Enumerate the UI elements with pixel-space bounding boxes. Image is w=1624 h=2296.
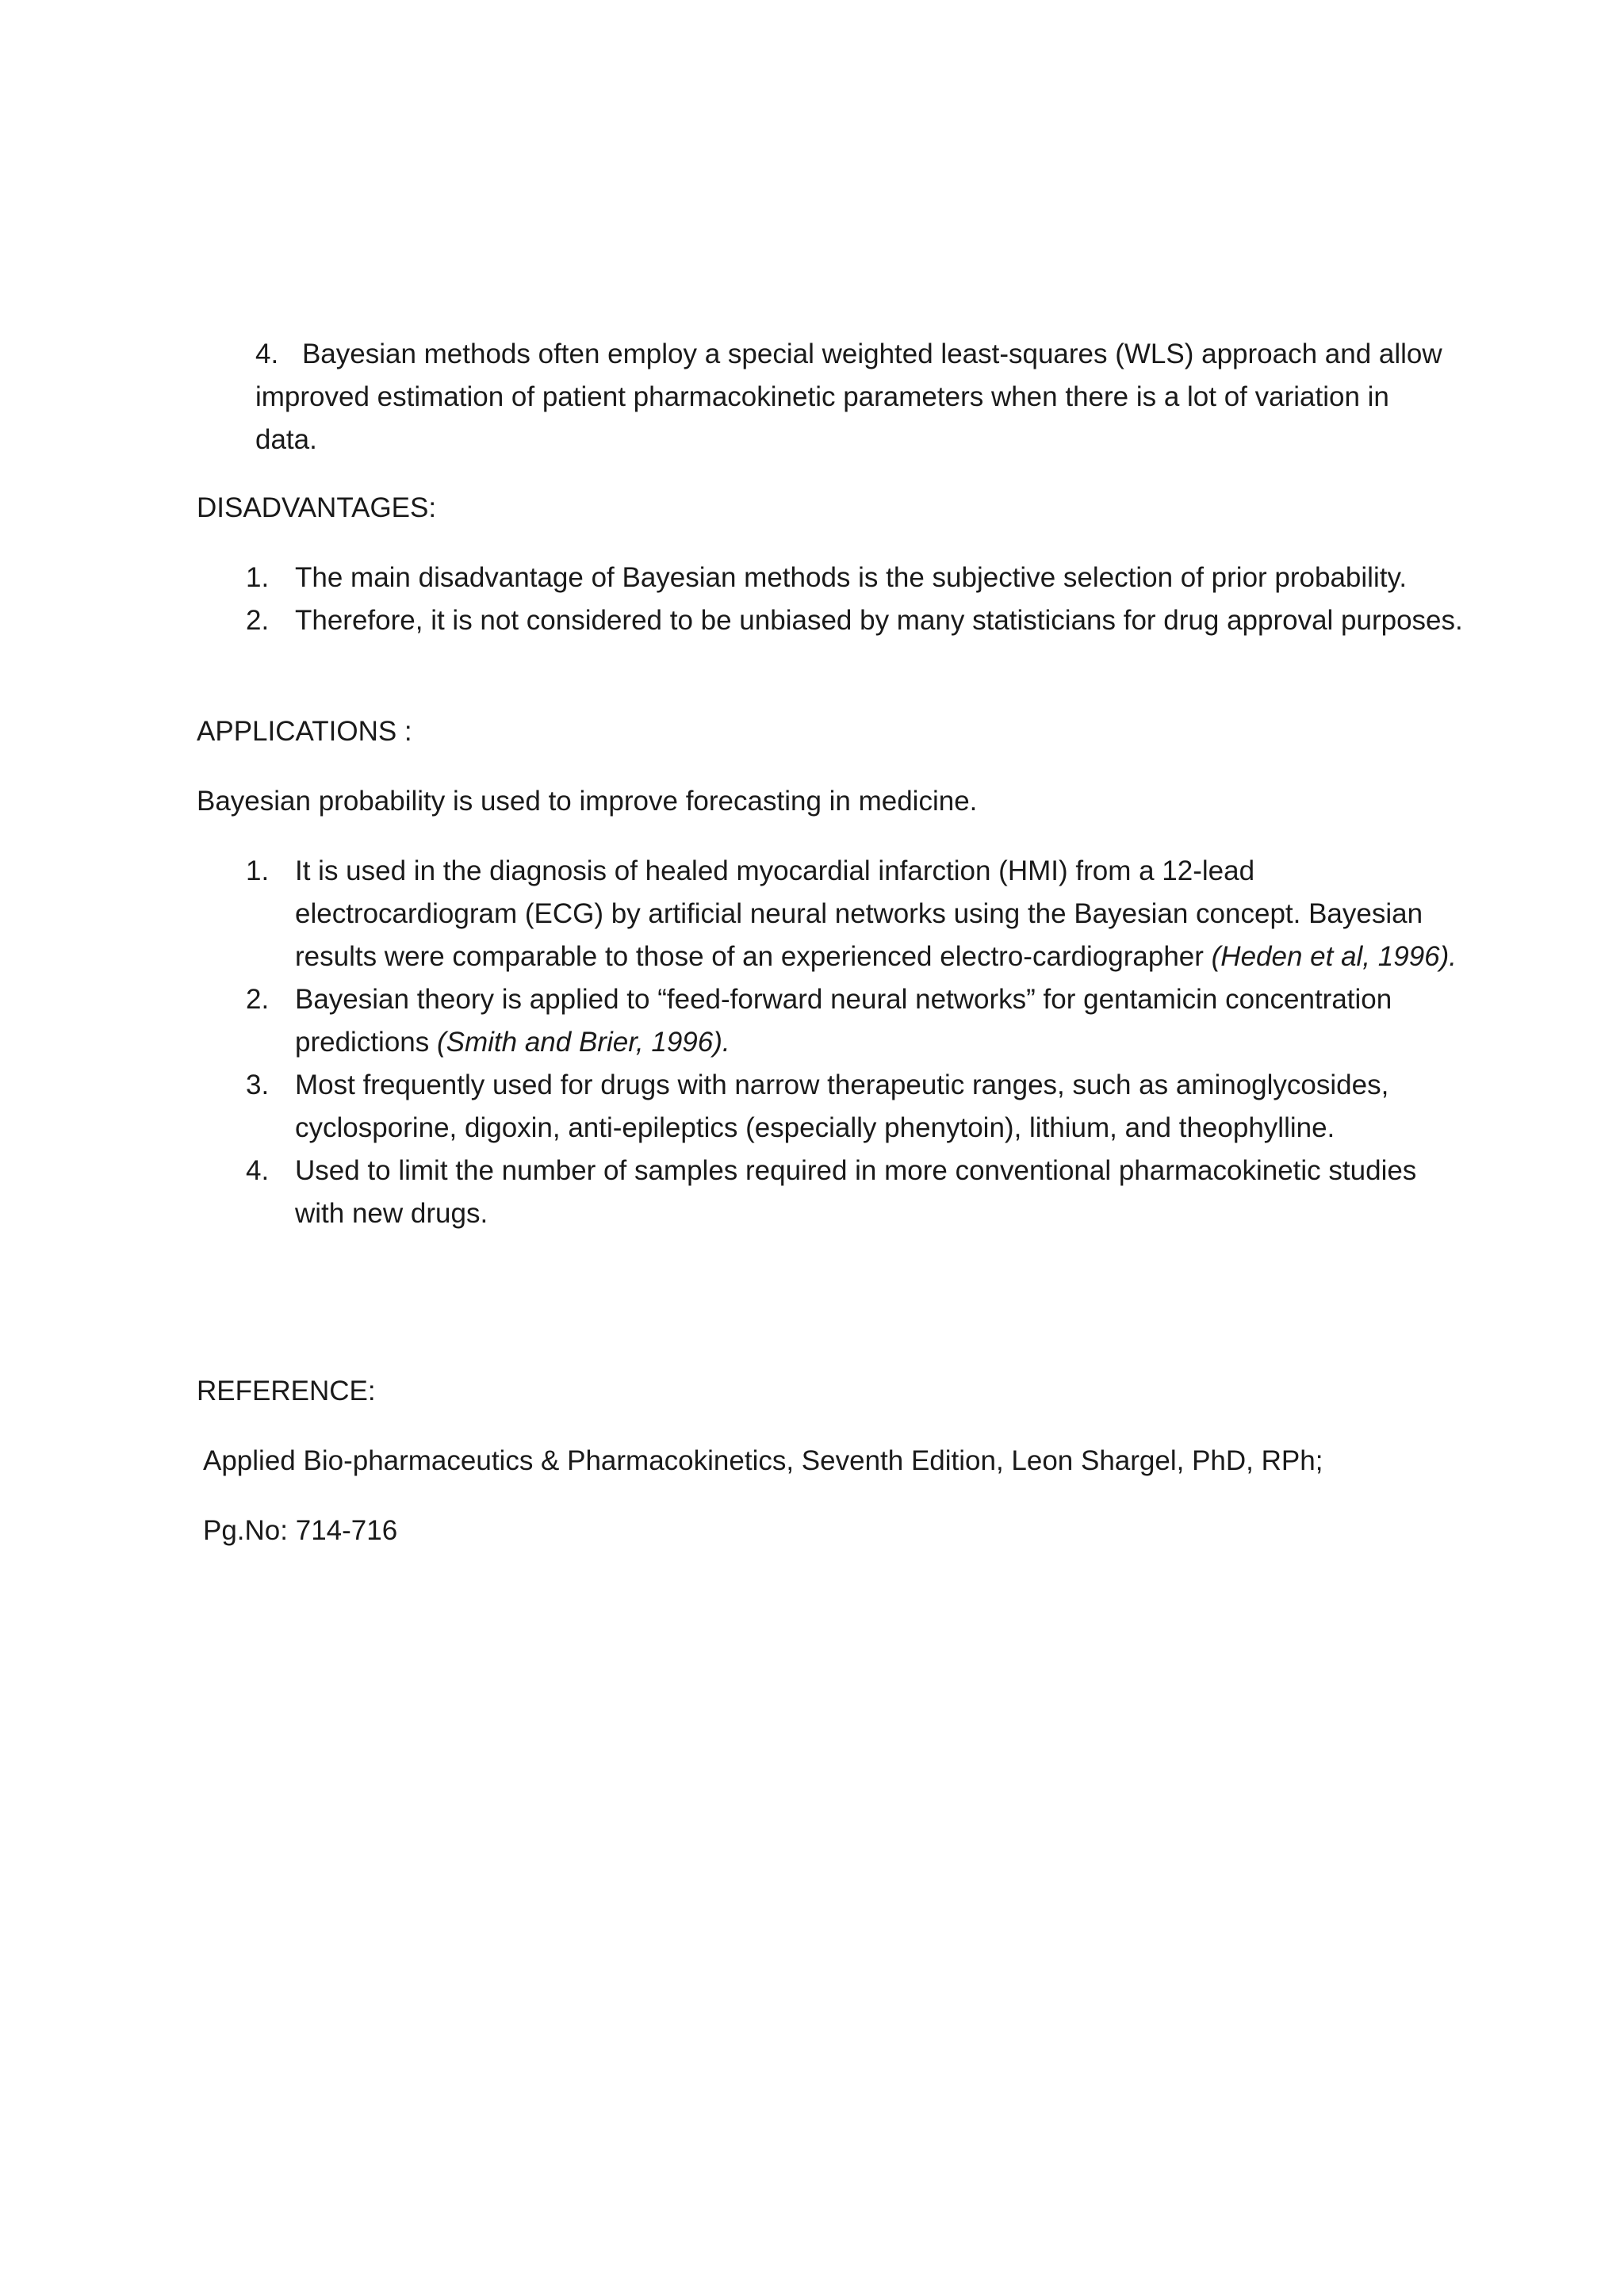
list-item — [197, 850, 1465, 978]
list-item — [197, 557, 1465, 599]
list-item-number: 2. — [246, 984, 270, 1015]
list-item-text: Bayesian theory is applied to “feed-forward neural networks” for gentamicin concentration predictions — [295, 984, 1392, 1058]
list-item-number: 3. — [246, 1070, 270, 1100]
applications-heading: APPLICATIONS : — [197, 716, 412, 747]
list-item-number: 4. — [246, 1155, 270, 1186]
disadvantages-list — [197, 557, 1465, 642]
list-item — [197, 1064, 1465, 1150]
intro-item-number: 4. — [255, 339, 279, 369]
list-item — [197, 978, 1465, 1064]
reference-source: Applied Bio-pharmaceutics & Pharmacokinetics, Seventh Edition, Leon Shargel, PhD, RPh; — [203, 1445, 1323, 1476]
citation: (Heden et al, 1996). — [1211, 941, 1457, 972]
list-item-text: It is used in the diagnosis of healed myocardial infarction (HMI) from a 12-lead electrocardiogram (ECG) by artificial neural networks using the Bayesian concept. Bayesian results were comparable to those of an experienced electro-cardiographer — [295, 855, 1423, 972]
citation: (Smith and Brier, 1996). — [436, 1027, 730, 1058]
intro-item-text: Bayesian methods often employ a special weighted least-squares (WLS) approach and allow improved estimation of patient pharmacokinetic parameters when there is a lot of variation in data. — [255, 339, 1442, 455]
list-item — [197, 1150, 1465, 1235]
reference-pages: Pg.No: 714-716 — [203, 1515, 398, 1546]
list-item-text: Most frequently used for drugs with narrow therapeutic ranges, such as aminoglycosides, cyclosporine, digoxin, anti-epileptics (especially phenytoin), lithium, and theophylline. — [295, 1070, 1389, 1143]
list-item-text: The main disadvantage of Bayesian methods is the subjective selection of prior probability. — [295, 562, 1408, 593]
list-item-text: Therefore, it is not considered to be unbiased by many statisticians for drug approval purposes. — [295, 605, 1463, 636]
disadvantages-heading: DISADVANTAGES: — [197, 492, 437, 523]
list-item-text: Used to limit the number of samples required in more conventional pharmacokinetic studies with new drugs. — [295, 1155, 1417, 1229]
applications-list — [197, 850, 1465, 1235]
applications-intro: Bayesian probability is used to improve forecasting in medicine. — [197, 786, 978, 817]
reference-heading: REFERENCE: — [197, 1376, 376, 1406]
list-item — [197, 599, 1465, 642]
list-item-number: 2. — [246, 605, 270, 636]
list-item-number: 1. — [246, 855, 270, 886]
intro-list-item — [255, 333, 1445, 461]
list-item-number: 1. — [246, 562, 270, 593]
